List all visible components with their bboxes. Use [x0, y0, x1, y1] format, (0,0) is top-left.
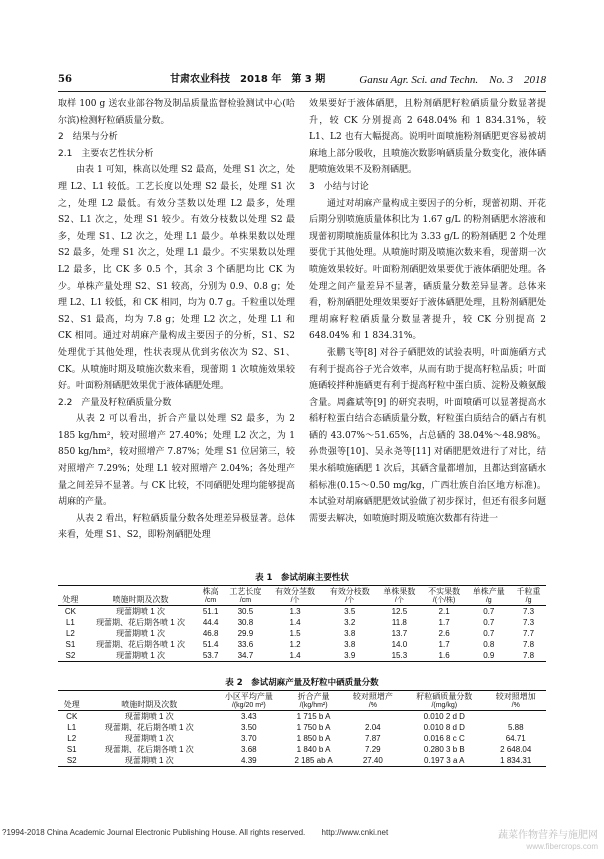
left-column: [58, 96, 295, 544]
table2-caption: 表 2 参试胡麻产量及籽粒中硒质量分数: [225, 678, 379, 688]
table-cell: 1.3: [289, 607, 301, 616]
table-cell: 13.7: [391, 629, 408, 638]
watermark-url: www.fibercrops.com: [526, 842, 598, 851]
subsection-heading-traits: 2.1 主要农艺性状分析: [58, 148, 154, 159]
table1-caption: 表 1 参试胡麻主要性状: [255, 573, 349, 583]
table1-header-label: 喷施时期及次数: [112, 595, 169, 604]
table2-header-label: 处理: [63, 700, 80, 709]
table-row: [58, 650, 546, 662]
table1-header-label: 单株产量: [472, 587, 505, 596]
table-cell: 34.7: [223, 650, 268, 662]
intro-paragraph: 取样 100 g 送农业部谷物及制品质量监督检验测试中心(哈尔滨)检测籽粒硒质量分数。: [58, 99, 295, 126]
table2: [58, 690, 546, 767]
table2-header-cell: [486, 691, 547, 711]
yield-paragraph-1: 从表 2 可以看出，折合产量以处理 S2 最多，为 2 185 kg/hm²，较对照增产 27.40%；处理 L2 次之，为 1 850 kg/hm²，较对照增产 7.87%；处理 S1 位居第三，较对照增产 7.29%；处理 L1 较对照增产 2.04%；各处理产量之间差异不显著。与 CK 比较，不同硒肥处理均能够提高胡麻的产量。: [58, 414, 295, 508]
table1-header-unit: /cm: [239, 597, 252, 604]
table-cell: 1.4: [268, 650, 323, 662]
table-cell: 0.7: [483, 629, 495, 638]
table1-header-label: 工艺长度: [229, 587, 262, 596]
table-cell: 7.7: [523, 629, 535, 638]
table1-header-label: 千粒重: [516, 587, 541, 596]
table-cell: 64.71: [505, 734, 526, 743]
table2-header-unit: /%: [368, 702, 377, 709]
table1-header-label: 不实果数: [428, 587, 461, 596]
table2-header-label: 较对照增加: [495, 692, 536, 701]
summary-paragraph-2: 张鹏飞等[8] 对谷子硒肥效的试验表明，叶面施硒方式有利于提高谷子光合效率，从而有助于提高籽粒品质；叶面施硒较拌种施硒更有利于提高籽粒中蛋白质、淀粉及赖氨酸含量。周鑫斌等[9] 的研究表明，叶面喷硒可以显著提高水稻籽粒蛋白结合态硒质量分数，籽粒蛋白质结合的硒占有机硒的 43.07%～51.65%，占总硒的 38.04%～48.98%。孙贵强等[10]、吴永尧等[11] 对硒肥肥效进行了对比，结果水稻喷施硒肥 1 次后，其硒含量都增加，且都达到富硒水稻标准(0.15～0.50 mg/kg，广西壮族自治区地方标准)。本试验对胡麻硒肥肥效试验做了初步探讨，但还有很多问题需要去解决，如喷施时期及喷施次数都有待进一: [309, 347, 546, 524]
table1-header-label: 单株果数: [383, 587, 416, 596]
table2-header-label: 籽粒硒质量分数: [416, 692, 473, 701]
table1-header-cell: [422, 586, 467, 606]
table1-header-unit: /个: [345, 597, 355, 604]
table2-body: [58, 711, 546, 767]
table-row: [58, 733, 546, 744]
table-cell: 27.40: [343, 755, 403, 767]
table-row: [58, 606, 546, 618]
table-cell: 3.43: [241, 712, 257, 721]
table-cell: 44.4: [202, 618, 219, 627]
table-cell: 1 715 b A: [296, 712, 331, 721]
table1-header-row: [58, 586, 546, 606]
table2-header-cell: [58, 691, 85, 711]
table-cell: 0.9: [466, 650, 511, 662]
table1-header-cell: [511, 586, 546, 606]
right-column: [309, 96, 546, 527]
table-cell: 3.9: [322, 650, 377, 662]
yield-paragraph-2: 从表 2 看出，籽粒硒质量分数各处理差异极显著。总体来看，处理 S1、S2，即粉剂硒肥处理: [58, 513, 295, 541]
table2-header-unit: /%: [511, 702, 520, 709]
table-cell: 4.39: [213, 755, 284, 767]
table2-header-row: [58, 691, 546, 711]
table-cell: 53.7: [198, 650, 223, 662]
table-cell: 2.04: [365, 723, 381, 732]
table-cell: 现蕾期喷 1 次: [85, 755, 213, 767]
table-cell: S1: [65, 640, 76, 649]
table-cell: 1 840 b A: [296, 745, 331, 754]
table-cell: 14.0: [391, 640, 408, 649]
table-cell: L2: [67, 734, 77, 743]
table-cell: 51.1: [202, 607, 219, 616]
table-row: [58, 628, 546, 639]
table2-header-label: 折合产量: [297, 692, 330, 701]
table2-header-unit: /(kg/20 m²): [231, 702, 266, 709]
table-cell: 1.5: [289, 629, 301, 638]
table-cell: 现蕾期、花后期各喷 1 次: [96, 618, 185, 627]
table2-header-cell: [403, 691, 485, 711]
table-row: [58, 755, 546, 767]
table-cell: 3.50: [241, 723, 257, 732]
table-cell: 5.88: [507, 723, 524, 732]
table1-header-unit: /个: [394, 597, 404, 604]
header-rule: [58, 91, 546, 92]
table-cell: 51.4: [202, 640, 219, 649]
table-cell: 30.8: [237, 618, 254, 627]
table-cell: CK: [64, 607, 76, 616]
table-cell: 0.8: [483, 640, 495, 649]
table-cell: 7.87: [365, 734, 381, 743]
continued-paragraph: 效果要好于液体硒肥，且粉剂硒肥籽粒硒质量分数显著提升，较 CK 分别提高 2 648.04% 和 1 834.31%，较 L1、L2 也有大幅提高。说明叶面喷施粉剂硒肥更容易被胡麻地上部分吸收，且喷施次数影响硒质量分数变化，液体硒肥喷施效果不及粉剂硒肥。: [309, 99, 546, 176]
table2-header-cell: [213, 691, 284, 711]
table-cell: 15.3: [377, 650, 422, 662]
section-heading-summary: 3 小结与讨论: [309, 181, 369, 192]
table1-header-unit: /g: [485, 597, 492, 604]
table2-header-cell: [85, 691, 213, 711]
table-cell: 1.7: [438, 640, 450, 649]
table1-header-label: 株高: [202, 587, 219, 596]
table1-header-cell: [268, 586, 323, 606]
table-cell: 3.68: [241, 745, 257, 754]
table-cell: S2: [58, 650, 83, 662]
table-cell: 1 850 b A: [296, 734, 331, 743]
table-cell: 1.7: [438, 618, 450, 627]
table-cell: L2: [65, 629, 75, 638]
table-cell: 1.4: [289, 618, 301, 627]
cnki-link[interactable]: http://www.cnki.net: [321, 828, 389, 837]
table-cell: 0.7: [483, 607, 495, 616]
table-cell: 现蕾期、花后期各喷 1 次: [104, 745, 194, 754]
table-cell: 现蕾期、花后期各喷 1 次: [96, 640, 185, 649]
running-header: [58, 72, 546, 88]
table-cell: L1: [67, 723, 77, 732]
table-cell: 30.5: [237, 607, 254, 616]
table1-header-cell: [322, 586, 377, 606]
page-footer: [2, 828, 388, 837]
table-row: [58, 617, 546, 628]
table1-header-cell: [83, 586, 198, 606]
table-cell: [486, 711, 547, 723]
table-cell: 2.6: [438, 629, 450, 638]
table-cell: 7.3: [523, 618, 535, 627]
table-cell: 现蕾期喷 1 次: [83, 650, 198, 662]
table-cell: 3.8: [344, 640, 356, 649]
table2-header-label: 较对照增产: [352, 692, 393, 701]
table-cell: S2: [58, 755, 85, 767]
table1-header-cell: [198, 586, 223, 606]
table-cell: 0.016 8 c C: [423, 734, 465, 743]
table-row: [58, 639, 546, 650]
table-cell: [343, 711, 403, 723]
table-cell: 0.010 2 d D: [423, 712, 465, 721]
table-cell: 29.9: [237, 629, 254, 638]
table-cell: 1 834.31: [486, 755, 547, 767]
section-heading-results: 2 结果与分析: [58, 132, 118, 143]
table-cell: 0.197 3 a A: [403, 755, 485, 767]
table1-header-unit: /cm: [204, 597, 217, 604]
table-cell: 1 750 b A: [296, 723, 331, 732]
table1-header-cell: [223, 586, 268, 606]
table-row: [58, 722, 546, 733]
table-cell: 7.8: [523, 640, 535, 649]
page-number: 56: [58, 74, 72, 85]
table-row: [58, 711, 546, 723]
table1-body: [58, 606, 546, 662]
table-cell: 12.5: [391, 607, 408, 616]
table-cell: 46.8: [202, 629, 219, 638]
table-cell: 2 648.04: [500, 745, 532, 754]
table2-header-unit: /(kg/hm²): [299, 702, 328, 709]
table-cell: 1.6: [422, 650, 467, 662]
table-cell: L1: [65, 618, 75, 627]
table1-header-label: 有效分茎数: [275, 587, 316, 596]
table-row: [58, 744, 546, 755]
table-cell: 现蕾期喷 1 次: [116, 629, 165, 638]
table2-header-unit: /(mg/kg): [431, 702, 458, 709]
table-cell: 2 185 ab A: [285, 755, 343, 767]
summary-paragraph-1: 通过对胡麻产量构成主要因子的分析，现蕾初期、开花后期分别喷施质量体积比为 1.67 g/L 的粉剂硒肥水溶液和现蕾初期喷施质量体积比为 3.33 g/L 的粉剂硒肥 2 个处理要优于其他处理。从喷施时期及喷施次数来看，现蕾期一次喷施效果较好。叶面粉剂硒肥效果要优于液体硒肥处理。各处理之间产量差异不显著，硒质量分数差异显著。总体来看，粉剂硒肥处理效果要好于液体硒肥处理，且粉剂硒肥处理胡麻籽粒硒质量分数显著提升，较 CK 分别提高 2 648.04% 和 1 834.31%。: [309, 198, 546, 342]
table-cell: 0.010 8 d D: [423, 723, 465, 732]
traits-paragraph: 由表 1 可知，株高以处理 S2 最高，处理 S1 次之，处理 L2、L1 较低。工艺长度以处理 S2 最长，处理 S1 次之，处理 L2 最低。有效分茎数以处理 L2 最多，处理 S2、L1 次之，处理 S1 较少。有效分枝数以处理 S2 最多，处理 S1、L2 次之，处理 L1 最少。单株果数以处理 S2 最多，处理 S1 次之，处理 L1 最少。不实果数以处理 L2 最多，比 CK 多 0.5 个，其余 3 个硒肥均比 CK 为少。单株产量处理 S2、S1 较高，分别为 0.9、0.8 g；处理 L2、L1 较低，和 CK 相同，均为 0.7 g。千粒重以处理 S2、S1 最高，均为 7.8 g；处理 L2 次之，处理 L1 和 CK 相同。通过对胡麻产量构成主要因子的分析，S1、S2 处理优于其他处理，性状表现从优到劣依次为 S2、S1、CK。从喷施时期及喷施次数来看，现蕾期 1 次喷施效果较好。叶面粉剂硒肥效果优于液体硒肥处理。: [58, 165, 295, 392]
table2-header-label: 喷施时期及次数: [121, 700, 178, 709]
table1-header-cell: [466, 586, 511, 606]
table2-header-label: 小区平均产量: [224, 692, 273, 701]
table-cell: 0.7: [483, 618, 495, 627]
copyright-text: ?1994-2018 China Academic Journal Electronic Publishing House. All rights reserved.: [2, 828, 306, 837]
table1-header-label: 处理: [62, 595, 79, 604]
table-cell: 7.3: [523, 607, 535, 616]
table1-header-label: 有效分枝数: [329, 587, 370, 596]
table1-header-unit: /(个/株): [432, 597, 456, 604]
table-cell: 3.8: [344, 629, 356, 638]
journal-name-en: Gansu Agr. Sci. and Techn. No. 3 2018: [359, 74, 546, 86]
subsection-heading-yield: 2.2 产量及籽粒硒质量分数: [58, 397, 172, 408]
table-cell: 11.8: [391, 618, 407, 627]
table1-header-cell: [377, 586, 422, 606]
table-cell: S1: [66, 745, 77, 754]
table-cell: CK: [66, 712, 78, 721]
table1-header-unit: /个: [290, 597, 300, 604]
table-cell: 3.5: [344, 607, 356, 616]
table-cell: 7.29: [365, 745, 381, 754]
table2-header-cell: [343, 691, 403, 711]
table1-header-cell: [58, 586, 83, 606]
table-cell: 33.6: [237, 640, 254, 649]
table1: [58, 585, 546, 662]
table-cell: 现蕾期喷 1 次: [124, 734, 174, 743]
table2-header-cell: [285, 691, 343, 711]
table-cell: 7.8: [511, 650, 546, 662]
table-cell: 3.2: [344, 618, 356, 627]
table-cell: 3.70: [241, 734, 257, 743]
table-cell: 1.2: [289, 640, 301, 649]
table-cell: 现蕾期、花后期各喷 1 次: [104, 723, 194, 732]
table-cell: 现蕾期喷 1 次: [116, 607, 165, 616]
watermark-text: 蔬菜作物营养与施肥网: [498, 830, 598, 841]
table-cell: 0.280 3 b B: [423, 745, 465, 754]
table-cell: 2.1: [438, 607, 450, 616]
table-cell: 现蕾期喷 1 次: [124, 712, 174, 721]
table1-header-unit: /g: [525, 597, 532, 604]
journal-name-cn: 甘肃农业科技 2018 年 第 3 期: [170, 74, 326, 85]
